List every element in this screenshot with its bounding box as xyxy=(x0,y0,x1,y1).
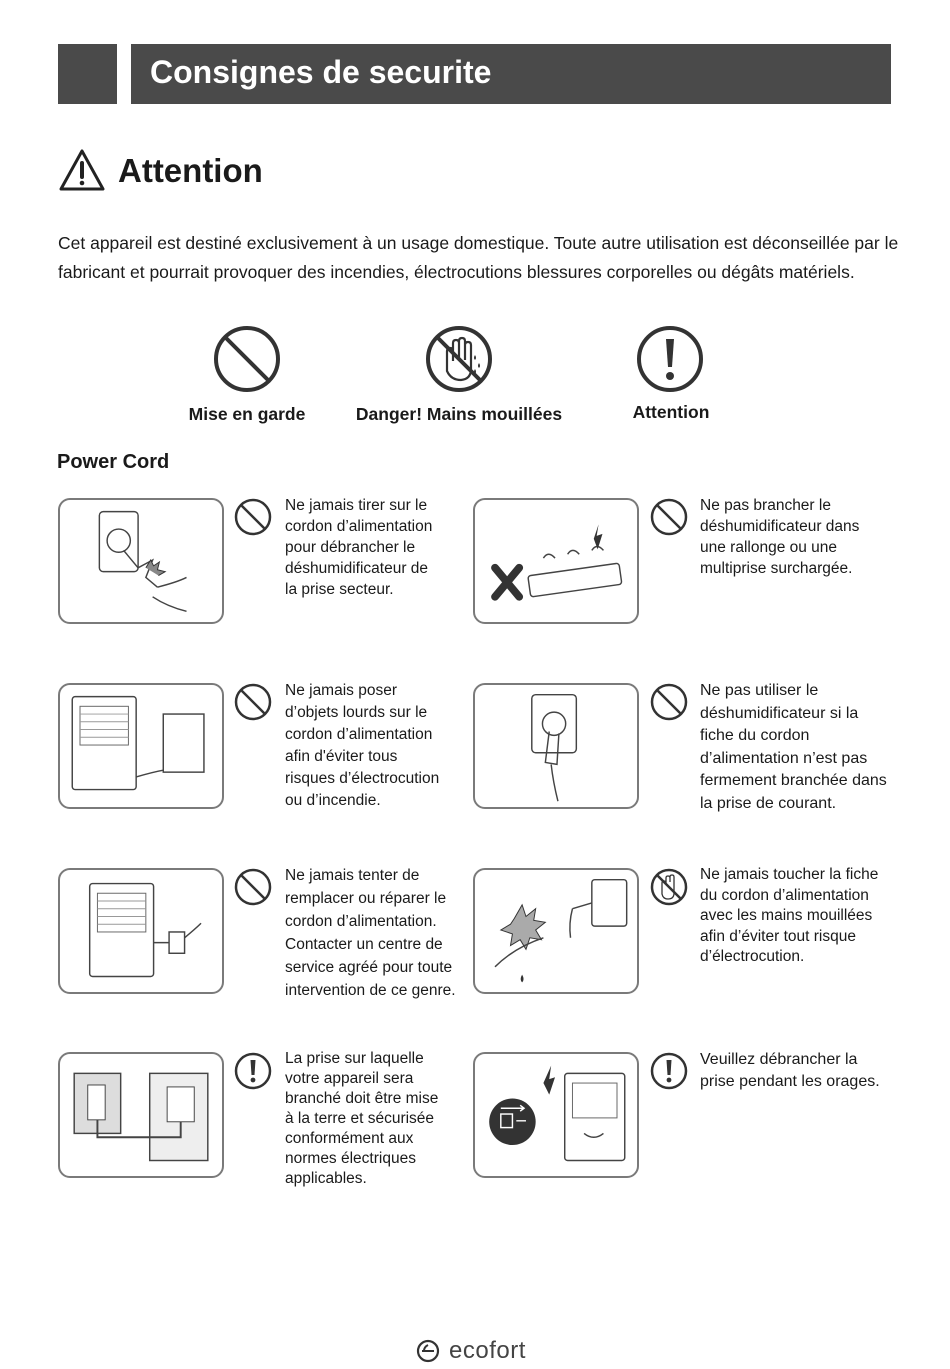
brand-name: ecofort xyxy=(449,1337,526,1364)
exclamation-icon xyxy=(234,1052,272,1090)
prohibited-icon xyxy=(234,868,272,906)
instruction-text: Ne jamais tenter de remplacer ou réparer le cordon d’alimentation. Contacter un centre de service agréé pour toute intervention de ce genre. xyxy=(285,867,456,999)
warning-triangle-icon xyxy=(58,148,106,192)
ecofort-logo-icon xyxy=(415,1338,441,1364)
header-block xyxy=(58,44,117,104)
section-title: Power Cord xyxy=(57,451,170,473)
instruction-text: La prise sur laquelle votre appareil sera branché doit être mise à la terre et sécurisée conformément aux normes électriques applicables. xyxy=(285,1050,439,1187)
attention-title: Attention xyxy=(118,152,263,189)
instruction-text: Veuillez débrancher la prise pendant les orages. xyxy=(700,1051,880,1090)
prohibited-icon xyxy=(213,325,281,393)
exclamation-icon xyxy=(636,325,704,393)
exclamation-icon xyxy=(650,1052,688,1090)
illustration-thunderstorm-unplug xyxy=(473,1052,639,1178)
prohibited-icon xyxy=(234,498,272,536)
illustration-pull-cord xyxy=(58,498,224,624)
prohibited-icon xyxy=(650,683,688,721)
intro-paragraph: Cet appareil est destiné exclusivement à un usage domestique. Toute autre utilisation est déconseillée par le fabricant et pourrait provoquer des incendies, électrocutions blessures corporelles ou dégâts matériels. xyxy=(58,233,899,282)
symbol-label-attention: Attention xyxy=(632,402,710,422)
brand-logo xyxy=(415,1336,526,1366)
instruction-text: Ne jamais poser d’objets lourds sur le cordon d’alimentation afin d'éviter tous risques d’électrocution ou d’incendie. xyxy=(285,682,440,809)
instruction-text: Ne jamais toucher la fiche du cordon d’alimentation avec les mains mouillées afin d’éviter tout risque d’électrocution. xyxy=(700,866,879,965)
prohibited-icon xyxy=(650,498,688,536)
symbol-label-caution: Mise en garde xyxy=(188,404,306,424)
wet-hand-prohibited-icon xyxy=(425,325,493,393)
instruction-text: Ne pas brancher le déshumidificateur dans une rallonge ou une multiprise surchargée. xyxy=(700,497,860,577)
illustration-loose-plug xyxy=(473,683,639,809)
prohibited-icon xyxy=(234,683,272,721)
instruction-text: Ne pas utiliser le déshumidificateur si la fiche du cordon d’alimentation n’est pas fermement branchée dans la prise de courant. xyxy=(700,682,887,812)
wet-hand-prohibited-icon xyxy=(650,868,688,906)
illustration-repair-cord xyxy=(58,868,224,994)
illustration-wet-hands xyxy=(473,868,639,994)
illustration-grounded-outlet xyxy=(58,1052,224,1178)
instruction-text: Ne jamais tirer sur le cordon d’alimentation pour débrancher le déshumidificateur de la prise secteur. xyxy=(285,497,433,598)
symbol-label-wet-hands: Danger! Mains mouillées xyxy=(355,404,563,424)
page-title: Consignes de securite xyxy=(150,54,492,90)
illustration-power-strip xyxy=(473,498,639,624)
illustration-heavy-object xyxy=(58,683,224,809)
